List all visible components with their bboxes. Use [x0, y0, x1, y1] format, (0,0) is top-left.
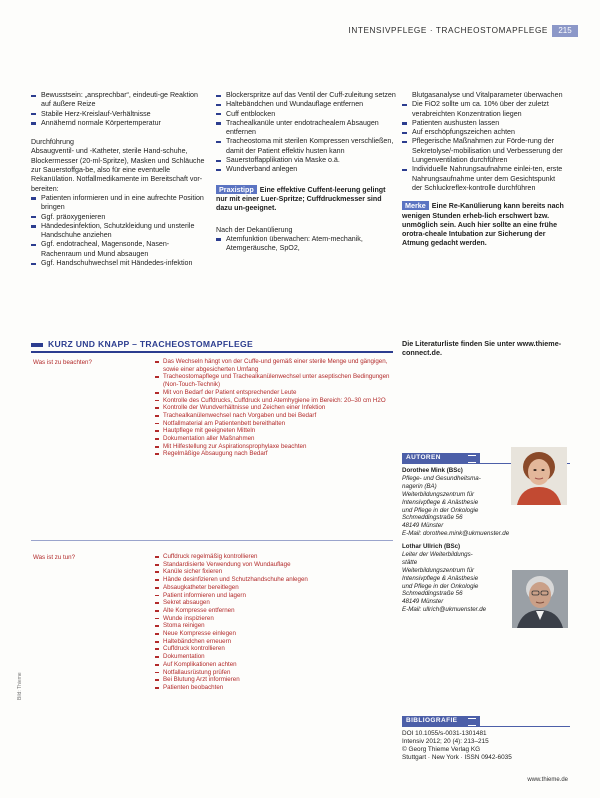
praxistipp-text: Eine effektive Cuffent-leerung gelingt nur mit einer Luer-Spritze; Cuffdruckmesser sind dazu un-geeignet.	[216, 185, 386, 213]
list-item: Dokumentation aller Maßnahmen	[155, 435, 391, 443]
list-item: Bei Blutung Arzt informieren	[155, 676, 391, 684]
list-item: Alte Kompresse entfernen	[155, 607, 391, 615]
list-item: Tracheostoma mit sterilen Kompressen verschließen, damit der Patient effektiv husten kann	[216, 137, 396, 156]
list-item: Ggf. Handschuhwechsel mit Händedes-infektion	[31, 259, 206, 268]
list-item: Händedesinfektion, Schutzkleidung und unsterile Handschuhe anziehen	[31, 222, 206, 241]
literature-note: Die Literaturliste finden Sie unter www.thieme-connect.de.	[402, 339, 562, 358]
author-email: E-Mail: dorothee.mink@ukmuenster.de	[402, 530, 510, 538]
section-title-durchfuehrung: Durchführung	[31, 138, 74, 147]
author-2-photo	[512, 570, 568, 628]
praxistipp-box	[216, 185, 396, 214]
list-item: Trachealkanülenwechsel nach Vorgaben und bei Bedarf	[155, 412, 391, 420]
summary-row	[31, 355, 393, 541]
list-item: Kontrolle der Wundverhältnisse und Zeichen einer Infektion	[155, 404, 391, 412]
list-item: Regelmäßige Absaugung nach Bedarf	[155, 450, 391, 458]
criteria-list	[31, 91, 206, 128]
list-item: Dokumentation	[155, 653, 391, 661]
list-item: Auf erschöpfungszeichen achten	[402, 128, 567, 137]
list-item: Patienten aushusten lassen	[402, 119, 567, 128]
list-item: Haltebändchen erneuern	[155, 638, 391, 646]
list-item: Absaugkatheter bereitlegen	[155, 584, 391, 592]
list-item: Individuelle Nahrungsaufnahme einlei-ten, erste Nahrungsaufnahme unter dem Gesichtspunkt der Schluckreflex-kontrolle durchführen	[402, 165, 567, 193]
list-item: Patienten informieren und in eine aufrechte Position bringen	[31, 194, 206, 213]
list-item: Wunde inspizieren	[155, 615, 391, 623]
list-item: Annähernd normale Körpertemperatur	[31, 119, 206, 128]
page-number: 215	[552, 25, 578, 37]
bibliografie-label-box	[402, 716, 480, 726]
author-line: Leiter der Weiterbildungs-	[402, 550, 473, 558]
list-item: Cuff entblocken	[216, 110, 396, 119]
author-email: E-Mail: ullrich@ukmuenster.de	[402, 606, 487, 614]
list-item: Hautpflege mit geeigneten Mitteln	[155, 427, 391, 435]
list-item: Hände desinfizieren und Schutzhandschuhe anlegen	[155, 576, 391, 584]
list-item: Atemfunktion überwachen: Atem-mechanik, Atemgeräusche, SpO2,	[216, 235, 396, 254]
column-3	[402, 91, 567, 249]
author-line: Schmeddingstraße 56	[402, 514, 463, 522]
list-item: Kontrolle des Cuffdrucks, Cuffdruck und Atemhygiene im Bereich: 20–30 cm H2O	[155, 397, 391, 405]
citation: Intensiv 2012; 20 (4): 213–215	[402, 738, 489, 746]
list-item: Cuffdruck regelmäßig kontrollieren	[155, 553, 391, 561]
kurz-und-knapp-heading	[31, 339, 393, 351]
image-credit: Bild: Thieme	[17, 672, 23, 700]
list-item: Die FiO2 sollte um ca. 10% über der zuletzt verabreichten Konzentration liegen	[402, 100, 567, 119]
row-question: Was ist zu tun?	[33, 554, 76, 561]
divider	[31, 351, 393, 353]
list-item: Patient informieren und lagern	[155, 592, 391, 600]
author-line: nagerin (BA)	[402, 482, 437, 490]
author-line: stätte	[402, 558, 418, 566]
list-item: Wundverband anlegen	[216, 165, 396, 174]
author-line: Schmeddingstraße 56	[402, 590, 463, 598]
step-list	[402, 100, 567, 193]
section-title-after: Nach der Dekanülierung	[216, 225, 293, 234]
column-1	[31, 91, 206, 268]
summary-row	[31, 550, 393, 786]
step-list	[216, 91, 396, 175]
list-item: Haltebändchen und Wundauflage entfernen	[216, 100, 396, 109]
list-item: Pflegerische Maßnahmen zur Förde-rung der Sekretolyse/-mobilisation und Verbesserung der Lungenventilation durchführen	[402, 137, 567, 165]
list-item: Sauerstoffapplikation via Maske o.ä.	[216, 156, 396, 165]
merke-text: Eine Re-Kanülierung kann bereits nach wenigen Stunden erheb-lich erschwert bzw. unmöglich sein. Auch hier sollte an eine frühe orotra-cheale Intubation zur Sicherung der Atmung gedacht werden.	[402, 202, 564, 248]
list-item: Mit von Bedarf der Patient entsprechender Leute	[155, 389, 391, 397]
author-line: Pflege- und Gesundheitsma-	[402, 474, 481, 482]
list-item: Sekret absaugen	[155, 599, 391, 607]
copyright: © Georg Thieme Verlag KG	[402, 746, 481, 754]
list-item: Das Wechseln hängt von der Cuffe-und gemäß einer sterile Menge und gängigen, sowie einer abgesicherten Umfang	[155, 358, 391, 373]
author-line: Weiterbildungszentrum für	[402, 490, 475, 498]
list-item: Auf Komplikationen achten	[155, 661, 391, 669]
running-header	[0, 25, 600, 39]
menu-lines-icon	[468, 455, 476, 463]
row-question: Was ist zu beachten?	[33, 359, 92, 366]
list-item: Notfallmaterial am Patientenbett bereithalten	[155, 420, 391, 428]
author-line: Intensivpflege & Anästhesie	[402, 574, 479, 582]
author-2	[402, 543, 512, 614]
publisher-line: Stuttgart · New York · ISSN 0942-6035	[402, 754, 512, 762]
list-item: Kanüle sicher fixieren	[155, 568, 391, 576]
menu-lines-icon	[468, 718, 476, 726]
list-item: Ggf. präoxygenieren	[31, 213, 206, 222]
praxistipp-label: Praxistipp	[216, 185, 257, 194]
list-item: Cuffdruck kontrollieren	[155, 645, 391, 653]
footer-url: www.thieme.de	[527, 777, 568, 783]
author-line: und Pflege in der Onkologie	[402, 506, 479, 514]
list-item: Blockerspritze auf das Ventil der Cuff-zuleitung setzen	[216, 91, 396, 100]
merke-box	[402, 201, 567, 248]
divider	[402, 726, 570, 727]
list-item: Bewusstsein: „ansprechbar“, eindeuti-ge Reaktion auf äußere Reize	[31, 91, 206, 110]
author-1-photo	[511, 447, 567, 505]
list-item: Neue Kompresse einlegen	[155, 630, 391, 638]
autoren-label: AUTOREN	[406, 454, 441, 461]
answer-list	[155, 358, 391, 458]
column-2	[216, 91, 396, 253]
author-line: und Pflege in der Onkologie	[402, 582, 479, 590]
kurz-und-knapp-title: KURZ UND KNAPP – TRACHEOSTOMAPFLEGE	[48, 339, 253, 349]
list-item: Trachealkanüle unter endotrachealem Absaugen entfernen	[216, 119, 396, 138]
paragraph: Absaugventil- und -Katheter, sterile Hand-schuhe, Blockermesser (20-ml-Spritze), Masken und Schläuche zur Sauerstoffga-be, also für eine eventuelle Rekanülation. Notfallmedikamente im Bereitschaft vor-bereiten:	[31, 147, 205, 193]
list-item: Stabile Herz-Kreislauf-Verhältnisse	[31, 110, 206, 119]
list-item: Patienten beobachten	[155, 684, 391, 692]
author-1	[402, 467, 512, 538]
heading-bar	[31, 343, 43, 347]
answer-list	[155, 553, 391, 692]
list-item: Notfallausrüstung prüfen	[155, 669, 391, 677]
author-line: Intensivpflege & Anästhesie	[402, 498, 479, 506]
bibliografie-label: BIBLIOGRAFIE	[406, 717, 458, 724]
after-list	[216, 235, 396, 254]
list-item: Ggf. endotracheal, Magensonde, Nasen-Rachenraum und Mund absaugen	[31, 240, 206, 259]
author-line: 48149 Münster	[402, 598, 444, 606]
author-name: Dorothee Mink (BSc)	[402, 467, 463, 474]
running-header-title: INTENSIVPFLEGE · TRACHEOSTOMAPFLEGE	[348, 26, 548, 35]
step-list	[31, 194, 206, 268]
author-line: 48149 Münster	[402, 522, 444, 530]
author-line: Weiterbildungszentrum für	[402, 566, 475, 574]
bibliografie-text	[402, 730, 568, 762]
doi: DOI 10.1055/s-0031-1301481	[402, 730, 487, 737]
list-item: Mit Hilfestellung zur Aspirationsprophylaxe beachten	[155, 443, 391, 451]
author-name: Lothar Ullrich (BSc)	[402, 543, 461, 550]
continued-text: Blutgasanalyse und Vitalparameter überwachen	[412, 91, 563, 99]
list-item: Stoma reinigen	[155, 622, 391, 630]
list-item: Standardisierte Verwendung von Wundauflage	[155, 561, 391, 569]
list-item: Tracheostomapflege und Trachealkanülenwechsel unter aseptischen Bedingungen (Non-Touch-Technik)	[155, 373, 391, 388]
merke-label: Merke	[402, 201, 429, 210]
autoren-label-box	[402, 453, 480, 463]
